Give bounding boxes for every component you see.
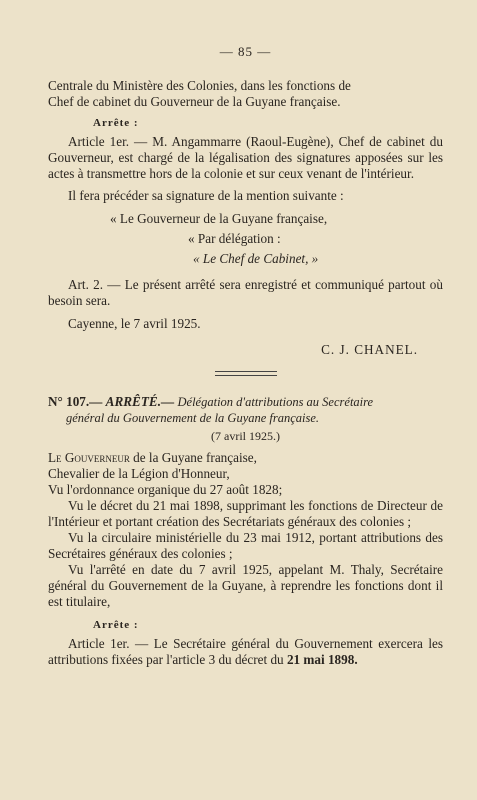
section-2-article-1-date: 21 mai 1898. [286,652,358,667]
governor-prefix: Le Gouverneur [48,450,130,465]
decree-title-line-1: Délégation d'attributions au Secrétaire [177,395,374,409]
arrete-heading-2: Arrête : [93,619,139,631]
vu-2: Vu le décret du 21 mai 1898, supprimant les fonctions de Directeur de l'Intérieur et portant création des Secrétariats généraux des colonies ; [48,498,443,529]
quote-line-1: « Le Gouverneur de la Guyane française, [110,211,328,226]
decree-title-line-2: général du Gouvernement de la Guyane française. [66,411,320,425]
arrete-heading-1: Arrête : [93,117,139,129]
chevalier-line: Chevalier de la Légion d'Honneur, [48,466,230,481]
governor-rest: de la Guyane française, [133,450,257,465]
section-divider [215,371,277,376]
signature: C. J. CHANEL. [321,342,418,357]
vu-3: Vu la circulaire ministérielle du 23 mai 1912, portant attributions des Secrétaires généraux des colonies ; [48,530,443,561]
date-line: Cayenne, le 7 avril 1925. [68,316,201,331]
article-2-paragraph: Art. 2. — Le présent arrêté sera enregistré et communiqué partout où besoin sera. [48,277,443,308]
section-2-article-1 [48,636,443,668]
intro-line-1: Centrale du Ministère des Colonies, dans les fonctions de [48,78,351,93]
section-2-article-1-text: Article 1er. — Le Secrétaire général du Gouvernement exercera les attributions fixées par l'article 3 du décret du [48,636,443,667]
section-2-title [48,394,443,410]
quote-line-3: « Le Chef de Cabinet, » [193,251,319,266]
intro-line-2: Chef de cabinet du Gouverneur de la Guyane française. [48,94,341,109]
article-1-paragraph: Article 1er. — M. Angammarre (Raoul-Eugène), Chef de cabinet du Gouverneur, est chargé de la légalisation des signatures apposées sur les actes à transmettre hors de la colonie et sur ceux venant de l'intérieur. [48,134,443,181]
governor-line [48,450,443,466]
vu-4: Vu l'arrêté en date du 7 avril 1925, appelant M. Thaly, Secrétaire général du Gouvernement de la Guyane, à reprendre les fonctions dont il est titulaire, [48,562,443,609]
vu-1: Vu l'ordonnance organique du 27 août 1828; [48,482,283,497]
quote-line-2: « Par délégation : [188,231,281,246]
mention-paragraph: Il fera précéder sa signature de la mention suivante : [68,188,344,203]
decree-kind: ARRÊTÉ.— [105,394,175,409]
decree-number: N° 107.— [48,394,103,409]
page-number: — 85 — [219,44,272,59]
decree-date: (7 avril 1925.) [211,429,280,443]
